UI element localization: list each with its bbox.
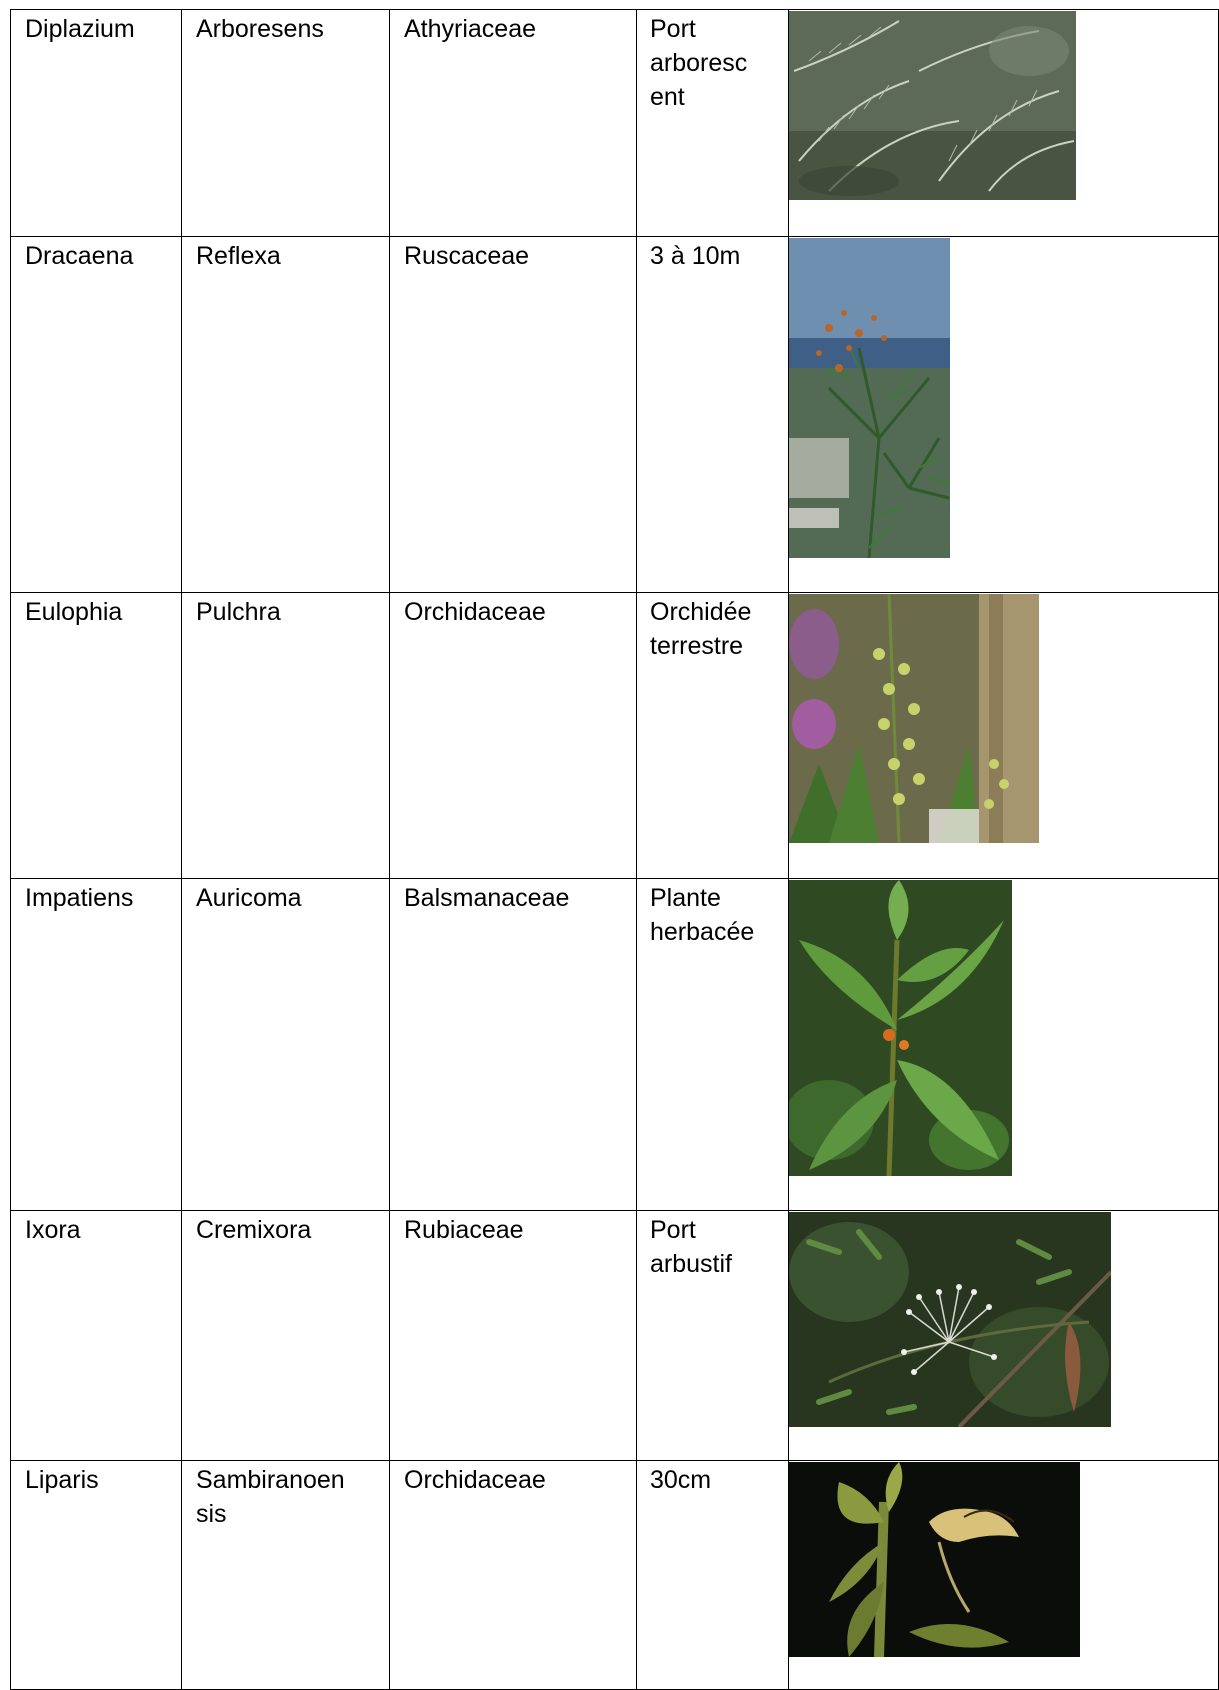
orchid-photo [789, 594, 1039, 843]
species-cell [182, 1211, 390, 1461]
photo-cell [789, 1461, 1219, 1690]
port-text: Port arbustif [650, 1216, 732, 1278]
port-text: Port arboresc ent [650, 15, 748, 111]
family-text: Rubiaceae [404, 1216, 524, 1244]
table-row [11, 237, 1219, 593]
table-row [11, 1211, 1219, 1461]
table-row [11, 10, 1219, 237]
port-cell [637, 10, 789, 237]
species-text: Sambiranoen sis [196, 1466, 345, 1528]
species-text: Arboresens [196, 15, 324, 43]
genus-text: Eulophia [25, 598, 123, 626]
port-cell [637, 237, 789, 593]
port-text: 3 à 10m [650, 242, 741, 270]
genus-cell [11, 1461, 182, 1690]
plant-table [10, 9, 1219, 1690]
genus-cell [11, 879, 182, 1211]
species-text: Cremixora [196, 1216, 312, 1244]
family-text: Athyriaceae [404, 15, 537, 43]
genus-cell [11, 593, 182, 879]
species-text: Pulchra [196, 598, 281, 626]
genus-text: Ixora [25, 1216, 81, 1244]
photo-cell [789, 1211, 1219, 1461]
dracaena-photo [789, 238, 950, 558]
genus-text: Diplazium [25, 15, 135, 43]
family-cell [390, 1461, 637, 1690]
species-cell [182, 593, 390, 879]
table-row [11, 593, 1219, 879]
port-text: Orchidée terrestre [650, 598, 752, 660]
species-cell [182, 879, 390, 1211]
family-text: Orchidaceae [404, 1466, 546, 1494]
ixora-photo [789, 1212, 1111, 1427]
species-text: Reflexa [196, 242, 281, 270]
family-text: Balsmanaceae [404, 884, 570, 912]
port-cell [637, 593, 789, 879]
table-row [11, 879, 1219, 1211]
family-cell [390, 1211, 637, 1461]
fern-photo [789, 11, 1076, 200]
species-cell [182, 237, 390, 593]
impatiens-photo [789, 880, 1012, 1176]
table-row [11, 1461, 1219, 1690]
port-text: 30cm [650, 1466, 712, 1494]
liparis-photo [789, 1462, 1080, 1657]
genus-text: Dracaena [25, 242, 134, 270]
photo-cell [789, 10, 1219, 237]
port-cell [637, 1461, 789, 1690]
photo-cell [789, 593, 1219, 879]
family-cell [390, 237, 637, 593]
family-text: Orchidaceae [404, 598, 546, 626]
genus-cell [11, 1211, 182, 1461]
species-cell [182, 1461, 390, 1690]
photo-cell [789, 237, 1219, 593]
genus-cell [11, 237, 182, 593]
port-cell [637, 1211, 789, 1461]
species-text: Auricoma [196, 884, 302, 912]
port-cell [637, 879, 789, 1211]
family-cell [390, 593, 637, 879]
genus-text: Impatiens [25, 884, 134, 912]
family-text: Ruscaceae [404, 242, 530, 270]
photo-cell [789, 879, 1219, 1211]
port-text: Plante herbacée [650, 884, 755, 946]
family-cell [390, 879, 637, 1211]
species-cell [182, 10, 390, 237]
genus-text: Liparis [25, 1466, 99, 1494]
family-cell [390, 10, 637, 237]
genus-cell [11, 10, 182, 237]
